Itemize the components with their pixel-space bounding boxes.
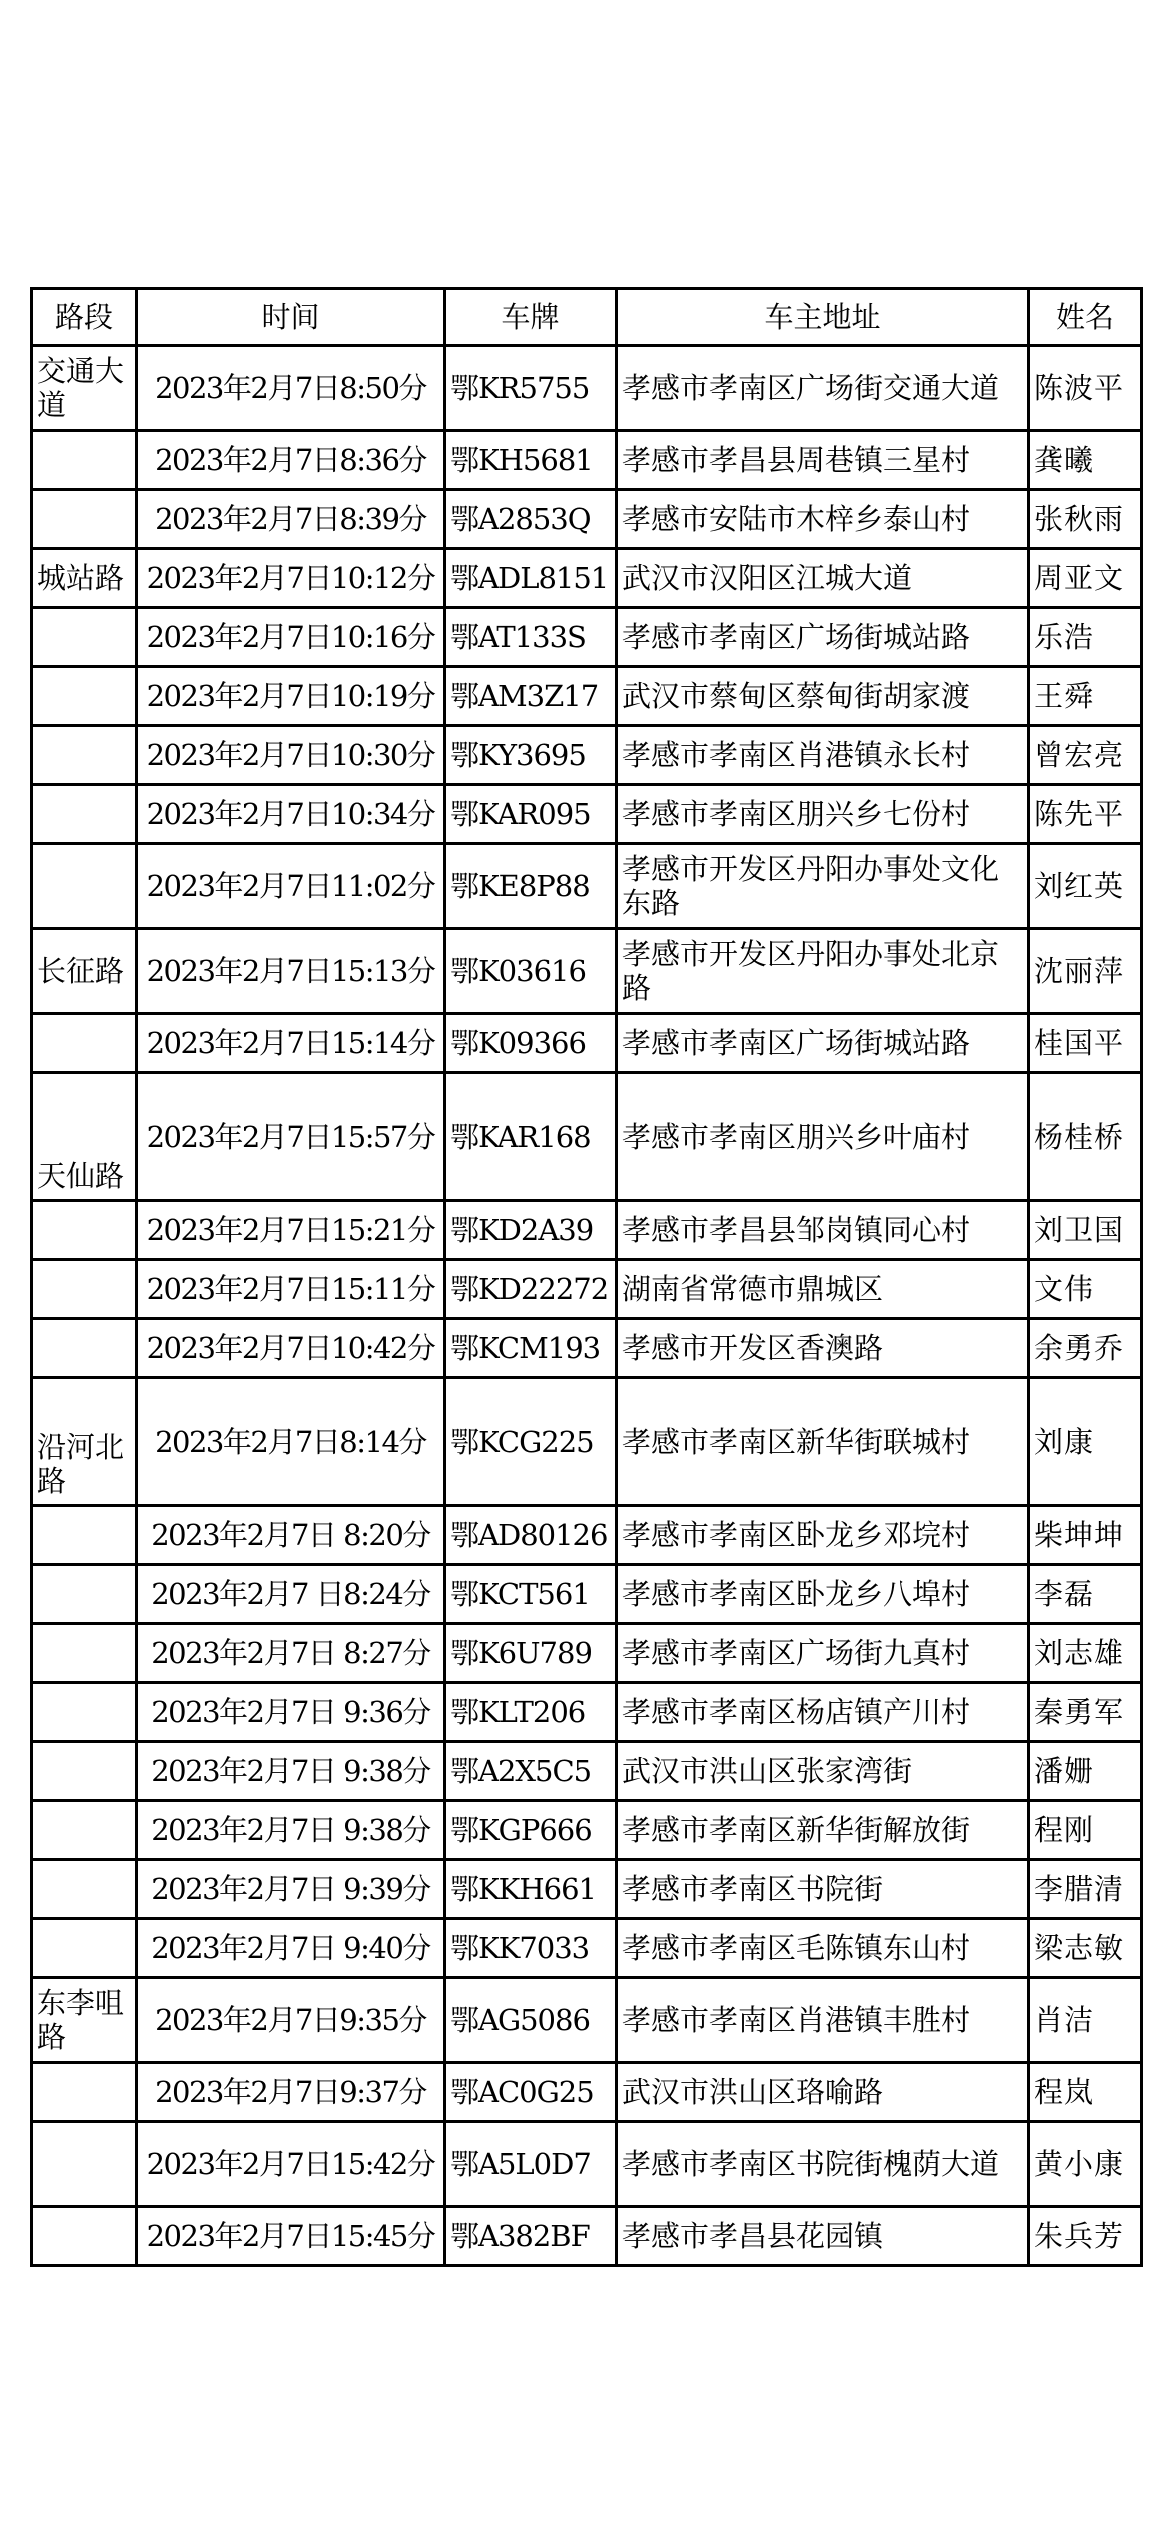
- table-cell-plate: 鄂K03616: [445, 929, 617, 1014]
- table-cell-address: 孝感市孝南区朋兴乡叶庙村: [617, 1073, 1029, 1201]
- table-cell-name: 梁志敏: [1029, 1919, 1142, 1978]
- table-row: [32, 1978, 1142, 2063]
- table-cell-name: 张秋雨: [1029, 490, 1142, 549]
- table-cell-address: 孝感市孝南区卧龙乡八埠村: [617, 1565, 1029, 1624]
- table-cell-segment: [32, 1801, 137, 1860]
- table-cell-address: 孝感市安陆市木梓乡泰山村: [617, 490, 1029, 549]
- table-cell-plate: 鄂KKH661: [445, 1860, 617, 1919]
- table-cell-plate: 鄂A2853Q: [445, 490, 617, 549]
- table-cell-address: 孝感市孝昌县邹岗镇同心村: [617, 1201, 1029, 1260]
- table-body: [32, 346, 1142, 2266]
- table-cell-time: 2023年2月7日 8:20分: [137, 1506, 445, 1565]
- table-cell-address: 孝感市孝南区新华街解放街: [617, 1801, 1029, 1860]
- table-cell-time: 2023年2月7日 9:36分: [137, 1683, 445, 1742]
- table-cell-address: 孝感市孝南区新华街联城村: [617, 1378, 1029, 1506]
- table-cell-name: 秦勇军: [1029, 1683, 1142, 1742]
- table-row: [32, 1565, 1142, 1624]
- table-cell-segment: [32, 431, 137, 490]
- table-cell-plate: 鄂KAR095: [445, 785, 617, 844]
- table-cell-time: 2023年2月7日 9:38分: [137, 1801, 445, 1860]
- table-cell-address: 孝感市孝南区卧龙乡邓垸村: [617, 1506, 1029, 1565]
- table-cell-segment: [32, 1201, 137, 1260]
- table-row: [32, 1319, 1142, 1378]
- table-cell-time: 2023年2月7日10:30分: [137, 726, 445, 785]
- table-cell-address: 孝感市孝南区书院街槐荫大道: [617, 2122, 1029, 2207]
- table-cell-name: 黄小康: [1029, 2122, 1142, 2207]
- table-cell-address: 湖南省常德市鼎城区: [617, 1260, 1029, 1319]
- table-cell-time: 2023年2月7日15:14分: [137, 1014, 445, 1073]
- table-cell-name: 曾宏亮: [1029, 726, 1142, 785]
- table-cell-address: 孝感市孝南区朋兴乡七份村: [617, 785, 1029, 844]
- table-row: [32, 2207, 1142, 2266]
- table-cell-segment: 天仙路: [32, 1073, 137, 1201]
- table-cell-time: 2023年2月7日8:36分: [137, 431, 445, 490]
- table-cell-address: 孝感市孝南区毛陈镇东山村: [617, 1919, 1029, 1978]
- table-cell-plate: 鄂AG5086: [445, 1978, 617, 2063]
- table-cell-time: 2023年2月7日 9:38分: [137, 1742, 445, 1801]
- table-cell-address: 孝感市孝南区肖港镇永长村: [617, 726, 1029, 785]
- table-cell-segment: [32, 1683, 137, 1742]
- table-cell-address: 孝感市孝南区广场街交通大道: [617, 346, 1029, 431]
- table-cell-plate: 鄂KLT206: [445, 1683, 617, 1742]
- table-cell-time: 2023年2月7日10:19分: [137, 667, 445, 726]
- table-cell-segment: [32, 1260, 137, 1319]
- table-cell-segment: [32, 490, 137, 549]
- table-row: [32, 1073, 1142, 1201]
- document-page: [30, 287, 1140, 2267]
- table-cell-plate: 鄂KCM193: [445, 1319, 617, 1378]
- table-cell-segment: 交通大道: [32, 346, 137, 431]
- table-cell-address: 武汉市洪山区张家湾街: [617, 1742, 1029, 1801]
- table-cell-plate: 鄂KK7033: [445, 1919, 617, 1978]
- table-cell-address: 孝感市孝南区杨店镇产川村: [617, 1683, 1029, 1742]
- table-cell-segment: 沿河北路: [32, 1378, 137, 1506]
- table-row: [32, 929, 1142, 1014]
- table-row: [32, 1742, 1142, 1801]
- table-cell-time: 2023年2月7日 9:39分: [137, 1860, 445, 1919]
- table-cell-name: 沈丽萍: [1029, 929, 1142, 1014]
- table-cell-name: 程刚: [1029, 1801, 1142, 1860]
- table-cell-name: 乐浩: [1029, 608, 1142, 667]
- table-cell-segment: 东李咀路: [32, 1978, 137, 2063]
- table-cell-plate: 鄂KAR168: [445, 1073, 617, 1201]
- header-address: 车主地址: [617, 289, 1029, 346]
- table-cell-name: 肖洁: [1029, 1978, 1142, 2063]
- table-cell-time: 2023年2月7日15:13分: [137, 929, 445, 1014]
- table-cell-segment: 长征路: [32, 929, 137, 1014]
- table-row: [32, 1683, 1142, 1742]
- table-cell-segment: 城站路: [32, 549, 137, 608]
- table-cell-plate: 鄂AM3Z17: [445, 667, 617, 726]
- table-cell-plate: 鄂AC0G25: [445, 2063, 617, 2122]
- table-cell-segment: [32, 785, 137, 844]
- table-row: [32, 608, 1142, 667]
- table-row: [32, 346, 1142, 431]
- table-cell-segment: [32, 608, 137, 667]
- table-cell-segment: [32, 2122, 137, 2207]
- table-cell-segment: [32, 1860, 137, 1919]
- table-cell-time: 2023年2月7日10:34分: [137, 785, 445, 844]
- table-cell-time: 2023年2月7日8:50分: [137, 346, 445, 431]
- table-cell-segment: [32, 1919, 137, 1978]
- table-cell-name: 杨桂桥: [1029, 1073, 1142, 1201]
- table-cell-segment: [32, 726, 137, 785]
- table-cell-segment: [32, 1319, 137, 1378]
- table-row: [32, 785, 1142, 844]
- table-cell-plate: 鄂KE8P88: [445, 844, 617, 929]
- table-cell-time: 2023年2月7日15:42分: [137, 2122, 445, 2207]
- table-cell-plate: 鄂K09366: [445, 1014, 617, 1073]
- table-cell-address: 孝感市开发区香澳路: [617, 1319, 1029, 1378]
- table-cell-name: 刘志雄: [1029, 1624, 1142, 1683]
- table-row: [32, 1014, 1142, 1073]
- table-cell-name: 潘姗: [1029, 1742, 1142, 1801]
- table-cell-segment: [32, 1624, 137, 1683]
- table-row: [32, 1378, 1142, 1506]
- table-row: [32, 1260, 1142, 1319]
- table-cell-name: 朱兵芳: [1029, 2207, 1142, 2266]
- table-cell-plate: 鄂KR5755: [445, 346, 617, 431]
- table-cell-time: 2023年2月7日10:12分: [137, 549, 445, 608]
- table-cell-plate: 鄂AD80126: [445, 1506, 617, 1565]
- table-cell-address: 武汉市蔡甸区蔡甸街胡家渡: [617, 667, 1029, 726]
- table-cell-time: 2023年2月7日9:37分: [137, 2063, 445, 2122]
- table-cell-address: 孝感市开发区丹阳办事处文化东路: [617, 844, 1029, 929]
- table-cell-name: 刘卫国: [1029, 1201, 1142, 1260]
- table-row: [32, 844, 1142, 929]
- table-cell-plate: 鄂A2X5C5: [445, 1742, 617, 1801]
- table-cell-address: 孝感市孝南区广场街城站路: [617, 1014, 1029, 1073]
- table-cell-plate: 鄂KGP666: [445, 1801, 617, 1860]
- table-cell-address: 孝感市开发区丹阳办事处北京路: [617, 929, 1029, 1014]
- table-cell-time: 2023年2月7日15:21分: [137, 1201, 445, 1260]
- table-cell-address: 孝感市孝昌县周巷镇三星村: [617, 431, 1029, 490]
- table-cell-plate: 鄂A382BF: [445, 2207, 617, 2266]
- table-cell-name: 龚曦: [1029, 431, 1142, 490]
- table-cell-address: 孝感市孝南区广场街九真村: [617, 1624, 1029, 1683]
- table-header-row: [32, 289, 1142, 346]
- table-cell-address: 孝感市孝昌县花园镇: [617, 2207, 1029, 2266]
- table-cell-plate: 鄂KY3695: [445, 726, 617, 785]
- table-cell-name: 刘红英: [1029, 844, 1142, 929]
- table-cell-segment: [32, 844, 137, 929]
- table-cell-plate: 鄂KCT561: [445, 1565, 617, 1624]
- table-cell-segment: [32, 1014, 137, 1073]
- header-segment: 路段: [32, 289, 137, 346]
- table-cell-plate: 鄂KCG225: [445, 1378, 617, 1506]
- table-cell-name: 陈波平: [1029, 346, 1142, 431]
- table-cell-segment: [32, 1565, 137, 1624]
- table-cell-name: 程岚: [1029, 2063, 1142, 2122]
- table-cell-time: 2023年2月7日9:35分: [137, 1978, 445, 2063]
- table-cell-segment: [32, 2063, 137, 2122]
- table-row: [32, 1506, 1142, 1565]
- header-time: 时间: [137, 289, 445, 346]
- table-cell-segment: [32, 1742, 137, 1801]
- table-row: [32, 1919, 1142, 1978]
- table-cell-time: 2023年2月7日10:16分: [137, 608, 445, 667]
- table-row: [32, 1801, 1142, 1860]
- table-cell-time: 2023年2月7日15:45分: [137, 2207, 445, 2266]
- table-cell-name: 周亚文: [1029, 549, 1142, 608]
- table-cell-name: 文伟: [1029, 1260, 1142, 1319]
- table-cell-plate: 鄂KH5681: [445, 431, 617, 490]
- table-cell-segment: [32, 667, 137, 726]
- table-cell-address: 孝感市孝南区广场街城站路: [617, 608, 1029, 667]
- table-cell-time: 2023年2月7日8:39分: [137, 490, 445, 549]
- table-row: [32, 667, 1142, 726]
- table-cell-name: 王舜: [1029, 667, 1142, 726]
- table-row: [32, 431, 1142, 490]
- table-row: [32, 2063, 1142, 2122]
- table-cell-segment: [32, 2207, 137, 2266]
- table-cell-name: 刘康: [1029, 1378, 1142, 1506]
- table-row: [32, 2122, 1142, 2207]
- table-cell-name: 余勇乔: [1029, 1319, 1142, 1378]
- table-cell-name: 柴坤坤: [1029, 1506, 1142, 1565]
- table-cell-time: 2023年2月7日 8:27分: [137, 1624, 445, 1683]
- table-row: [32, 1860, 1142, 1919]
- table-cell-name: 桂国平: [1029, 1014, 1142, 1073]
- table-cell-plate: 鄂KD2A39: [445, 1201, 617, 1260]
- table-cell-name: 李腊清: [1029, 1860, 1142, 1919]
- table-cell-plate: 鄂A5L0D7: [445, 2122, 617, 2207]
- table-row: [32, 490, 1142, 549]
- table-cell-time: 2023年2月7日8:14分: [137, 1378, 445, 1506]
- table-row: [32, 726, 1142, 785]
- table-cell-address: 武汉市汉阳区江城大道: [617, 549, 1029, 608]
- table-cell-address: 孝感市孝南区肖港镇丰胜村: [617, 1978, 1029, 2063]
- table-cell-name: 陈先平: [1029, 785, 1142, 844]
- header-plate: 车牌: [445, 289, 617, 346]
- table-cell-plate: 鄂K6U789: [445, 1624, 617, 1683]
- table-cell-time: 2023年2月7日15:57分: [137, 1073, 445, 1201]
- table-cell-name: 李磊: [1029, 1565, 1142, 1624]
- header-name: 姓名: [1029, 289, 1142, 346]
- table-cell-time: 2023年2月7日11:02分: [137, 844, 445, 929]
- table-cell-segment: [32, 1506, 137, 1565]
- table-row: [32, 1201, 1142, 1260]
- table-cell-time: 2023年2月7日10:42分: [137, 1319, 445, 1378]
- table-cell-plate: 鄂ADL8151: [445, 549, 617, 608]
- table-row: [32, 1624, 1142, 1683]
- table-row: [32, 549, 1142, 608]
- table-cell-address: 武汉市洪山区珞喻路: [617, 2063, 1029, 2122]
- table-cell-address: 孝感市孝南区书院街: [617, 1860, 1029, 1919]
- table-cell-time: 2023年2月7 日8:24分: [137, 1565, 445, 1624]
- table-cell-time: 2023年2月7日15:11分: [137, 1260, 445, 1319]
- vehicle-table: [30, 287, 1143, 2267]
- table-cell-plate: 鄂AT133S: [445, 608, 617, 667]
- table-cell-plate: 鄂KD22272: [445, 1260, 617, 1319]
- table-cell-time: 2023年2月7日 9:40分: [137, 1919, 445, 1978]
